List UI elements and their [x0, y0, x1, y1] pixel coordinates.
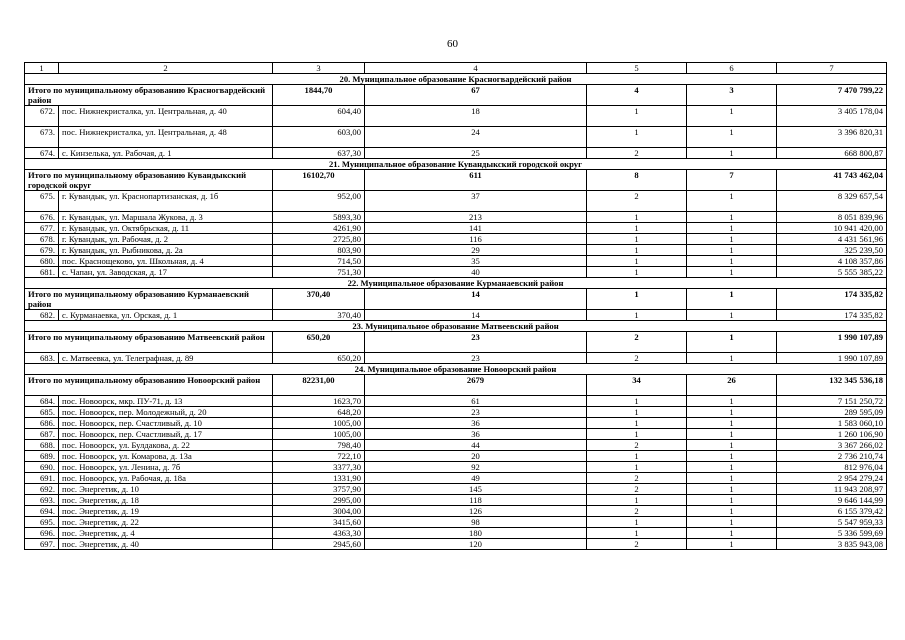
row-col5: 1 — [587, 212, 687, 223]
row-cost: 10 941 420,00 — [777, 223, 887, 234]
row-col5: 1 — [587, 462, 687, 473]
row-col5: 1 — [587, 223, 687, 234]
table-row — [25, 528, 887, 539]
row-col5: 1 — [587, 106, 687, 127]
table-row — [25, 407, 887, 418]
total-col5: 34 — [587, 375, 687, 396]
row-cost: 174 335,82 — [777, 310, 887, 321]
column-header: 1 — [25, 63, 59, 74]
row-number: 676. — [25, 212, 59, 223]
row-cost: 5 336 599,69 — [777, 528, 887, 539]
table-row — [25, 353, 887, 364]
row-area: 603,00 — [273, 127, 365, 148]
housing-table — [24, 62, 887, 550]
total-col6: 3 — [687, 85, 777, 106]
row-col6: 1 — [687, 473, 777, 484]
row-residents: 25 — [365, 148, 587, 159]
row-cost: 6 155 379,42 — [777, 506, 887, 517]
row-number: 677. — [25, 223, 59, 234]
row-area: 3415,60 — [273, 517, 365, 528]
total-label: Итого по муниципальному образованию Курманаевский район — [25, 289, 273, 310]
row-col5: 1 — [587, 234, 687, 245]
row-col6: 1 — [687, 148, 777, 159]
row-col5: 1 — [587, 256, 687, 267]
row-residents: 36 — [365, 418, 587, 429]
table-row — [25, 223, 887, 234]
row-cost: 812 976,04 — [777, 462, 887, 473]
row-address: с. Матвеевка, ул. Телеграфная, д. 89 — [59, 353, 273, 364]
row-number: 686. — [25, 418, 59, 429]
total-area: 82231,00 — [273, 375, 365, 396]
row-cost: 325 239,50 — [777, 245, 887, 256]
total-col5: 4 — [587, 85, 687, 106]
row-col6: 1 — [687, 106, 777, 127]
row-area: 2725,80 — [273, 234, 365, 245]
table-row — [25, 256, 887, 267]
table-row — [25, 191, 887, 212]
row-area: 4261,90 — [273, 223, 365, 234]
row-area: 798,40 — [273, 440, 365, 451]
row-number: 690. — [25, 462, 59, 473]
row-area: 5893,30 — [273, 212, 365, 223]
table-row — [25, 517, 887, 528]
row-cost: 8 051 839,96 — [777, 212, 887, 223]
total-residents: 67 — [365, 85, 587, 106]
section-title: 23. Муниципальное образование Матвеевский район — [25, 321, 887, 332]
row-address: с. Чапан, ул. Заводская, д. 17 — [59, 267, 273, 278]
section-heading-row — [25, 321, 887, 332]
row-residents: 49 — [365, 473, 587, 484]
row-number: 695. — [25, 517, 59, 528]
row-number: 697. — [25, 539, 59, 550]
row-area: 1331,90 — [273, 473, 365, 484]
total-row — [25, 85, 887, 106]
row-col6: 1 — [687, 407, 777, 418]
row-area: 637,30 — [273, 148, 365, 159]
row-cost: 4 431 561,96 — [777, 234, 887, 245]
table-row — [25, 127, 887, 148]
row-col5: 2 — [587, 191, 687, 212]
row-area: 370,40 — [273, 310, 365, 321]
row-area: 648,20 — [273, 407, 365, 418]
row-residents: 120 — [365, 539, 587, 550]
row-area: 3004,00 — [273, 506, 365, 517]
column-header: 5 — [587, 63, 687, 74]
table-row — [25, 539, 887, 550]
row-address: пос. Краснощеково, ул. Школьная, д. 4 — [59, 256, 273, 267]
row-cost: 8 329 657,54 — [777, 191, 887, 212]
row-col6: 1 — [687, 310, 777, 321]
table-row — [25, 396, 887, 407]
table-row — [25, 234, 887, 245]
row-address: пос. Новоорск, пер. Счастливый, д. 10 — [59, 418, 273, 429]
row-address: г. Кувандык, ул. Октябрьская, д. 11 — [59, 223, 273, 234]
row-number: 679. — [25, 245, 59, 256]
row-address: г. Кувандык, ул. Рабочая, д. 2 — [59, 234, 273, 245]
table-row — [25, 440, 887, 451]
table-body — [25, 63, 887, 550]
row-area: 803,90 — [273, 245, 365, 256]
row-address: пос. Энергетик, д. 18 — [59, 495, 273, 506]
row-address: пос. Энергетик, д. 22 — [59, 517, 273, 528]
row-cost: 3 405 178,04 — [777, 106, 887, 127]
total-label: Итого по муниципальному образованию Красногвардейский район — [25, 85, 273, 106]
row-residents: 29 — [365, 245, 587, 256]
row-cost: 5 555 385,22 — [777, 267, 887, 278]
row-cost: 11 943 208,97 — [777, 484, 887, 495]
row-number: 680. — [25, 256, 59, 267]
row-number: 683. — [25, 353, 59, 364]
row-number: 674. — [25, 148, 59, 159]
row-residents: 98 — [365, 517, 587, 528]
section-heading-row — [25, 74, 887, 85]
total-residents: 14 — [365, 289, 587, 310]
row-area: 1005,00 — [273, 418, 365, 429]
total-cost: 1 990 107,89 — [777, 332, 887, 353]
row-address: пос. Нижнекристалка, ул. Центральная, д. 48 — [59, 127, 273, 148]
table-row — [25, 212, 887, 223]
row-number: 672. — [25, 106, 59, 127]
row-col5: 1 — [587, 495, 687, 506]
row-address: пос. Новоорск, пер. Молодежный, д. 20 — [59, 407, 273, 418]
row-area: 4363,30 — [273, 528, 365, 539]
total-cost: 7 470 799,22 — [777, 85, 887, 106]
row-col5: 1 — [587, 429, 687, 440]
row-col5: 1 — [587, 310, 687, 321]
total-col6: 7 — [687, 170, 777, 191]
row-residents: 24 — [365, 127, 587, 148]
row-residents: 36 — [365, 429, 587, 440]
row-col6: 1 — [687, 517, 777, 528]
row-area: 714,50 — [273, 256, 365, 267]
row-col6: 1 — [687, 418, 777, 429]
row-address: пос. Энергетик, д. 19 — [59, 506, 273, 517]
row-residents: 18 — [365, 106, 587, 127]
section-title: 21. Муниципальное образование Кувандыкский городской округ — [25, 159, 887, 170]
row-col6: 1 — [687, 353, 777, 364]
row-col5: 1 — [587, 396, 687, 407]
table-row — [25, 418, 887, 429]
table-row — [25, 462, 887, 473]
row-area: 1005,00 — [273, 429, 365, 440]
row-col6: 1 — [687, 429, 777, 440]
total-col6: 1 — [687, 332, 777, 353]
row-residents: 35 — [365, 256, 587, 267]
row-residents: 213 — [365, 212, 587, 223]
row-col6: 1 — [687, 267, 777, 278]
total-cost: 174 335,82 — [777, 289, 887, 310]
row-cost: 1 990 107,89 — [777, 353, 887, 364]
row-area: 3377,30 — [273, 462, 365, 473]
row-number: 687. — [25, 429, 59, 440]
row-cost: 3 367 266,02 — [777, 440, 887, 451]
row-col5: 2 — [587, 473, 687, 484]
row-col6: 1 — [687, 528, 777, 539]
row-number: 689. — [25, 451, 59, 462]
row-area: 722,10 — [273, 451, 365, 462]
table-row — [25, 495, 887, 506]
row-col5: 1 — [587, 267, 687, 278]
row-residents: 23 — [365, 353, 587, 364]
row-number: 688. — [25, 440, 59, 451]
table-row — [25, 429, 887, 440]
row-cost: 4 108 357,86 — [777, 256, 887, 267]
table-row — [25, 484, 887, 495]
table-row — [25, 245, 887, 256]
total-col5: 8 — [587, 170, 687, 191]
total-residents: 2679 — [365, 375, 587, 396]
row-number: 691. — [25, 473, 59, 484]
row-residents: 23 — [365, 407, 587, 418]
row-col5: 1 — [587, 517, 687, 528]
row-cost: 7 151 250,72 — [777, 396, 887, 407]
row-col5: 2 — [587, 353, 687, 364]
row-address: пос. Энергетик, д. 10 — [59, 484, 273, 495]
total-col5: 2 — [587, 332, 687, 353]
row-cost: 289 595,09 — [777, 407, 887, 418]
row-cost: 9 646 144,99 — [777, 495, 887, 506]
table-row — [25, 148, 887, 159]
section-title: 22. Муниципальное образование Курманаевский район — [25, 278, 887, 289]
row-cost: 3 835 943,08 — [777, 539, 887, 550]
row-cost: 1 583 060,10 — [777, 418, 887, 429]
row-address: г. Кувандык, ул. Маршала Жукова, д. 3 — [59, 212, 273, 223]
row-residents: 126 — [365, 506, 587, 517]
total-area: 650,20 — [273, 332, 365, 353]
row-col5: 1 — [587, 418, 687, 429]
row-cost: 5 547 959,33 — [777, 517, 887, 528]
row-number: 692. — [25, 484, 59, 495]
column-header: 4 — [365, 63, 587, 74]
row-address: г. Кувандык, ул. Рыбникова, д. 2а — [59, 245, 273, 256]
total-residents: 23 — [365, 332, 587, 353]
row-col6: 1 — [687, 127, 777, 148]
row-col6: 1 — [687, 506, 777, 517]
row-residents: 14 — [365, 310, 587, 321]
row-cost: 1 260 106,90 — [777, 429, 887, 440]
row-number: 681. — [25, 267, 59, 278]
column-header-row — [25, 63, 887, 74]
total-row — [25, 170, 887, 191]
total-col5: 1 — [587, 289, 687, 310]
row-col5: 1 — [587, 407, 687, 418]
row-cost: 2 954 279,24 — [777, 473, 887, 484]
row-residents: 44 — [365, 440, 587, 451]
row-area: 952,00 — [273, 191, 365, 212]
row-col6: 1 — [687, 495, 777, 506]
table-row — [25, 310, 887, 321]
row-col6: 1 — [687, 440, 777, 451]
row-address: пос. Нижнекристалка, ул. Центральная, д. 40 — [59, 106, 273, 127]
total-cost: 41 743 462,04 — [777, 170, 887, 191]
total-col6: 26 — [687, 375, 777, 396]
row-cost: 668 800,87 — [777, 148, 887, 159]
row-area: 3757,90 — [273, 484, 365, 495]
section-title: 24. Муниципальное образование Новоорский район — [25, 364, 887, 375]
row-address: пос. Новоорск, ул. Комарова, д. 13а — [59, 451, 273, 462]
row-col6: 1 — [687, 462, 777, 473]
total-row — [25, 332, 887, 353]
row-col5: 2 — [587, 539, 687, 550]
row-residents: 61 — [365, 396, 587, 407]
row-number: 678. — [25, 234, 59, 245]
row-address: пос. Новоорск, ул. Ленина, д. 7б — [59, 462, 273, 473]
row-col5: 1 — [587, 528, 687, 539]
row-col5: 1 — [587, 451, 687, 462]
total-row — [25, 289, 887, 310]
row-residents: 20 — [365, 451, 587, 462]
column-header: 2 — [59, 63, 273, 74]
row-residents: 118 — [365, 495, 587, 506]
section-heading-row — [25, 278, 887, 289]
row-address: с. Кинзелька, ул. Рабочая, д. 1 — [59, 148, 273, 159]
row-address: пос. Новоорск, ул. Булдакова, д. 22 — [59, 440, 273, 451]
total-area: 1844,70 — [273, 85, 365, 106]
row-col5: 2 — [587, 506, 687, 517]
row-residents: 92 — [365, 462, 587, 473]
row-number: 696. — [25, 528, 59, 539]
row-area: 2995,00 — [273, 495, 365, 506]
row-col6: 1 — [687, 451, 777, 462]
row-residents: 145 — [365, 484, 587, 495]
row-col6: 1 — [687, 212, 777, 223]
row-col6: 1 — [687, 234, 777, 245]
row-area: 650,20 — [273, 353, 365, 364]
row-number: 675. — [25, 191, 59, 212]
row-cost: 2 736 210,74 — [777, 451, 887, 462]
row-col6: 1 — [687, 539, 777, 550]
row-residents: 116 — [365, 234, 587, 245]
column-header: 7 — [777, 63, 887, 74]
row-col6: 1 — [687, 256, 777, 267]
row-col6: 1 — [687, 245, 777, 256]
row-address: г. Кувандык, ул. Краснопартизанская, д. 1б — [59, 191, 273, 212]
row-number: 693. — [25, 495, 59, 506]
row-col6: 1 — [687, 396, 777, 407]
total-col6: 1 — [687, 289, 777, 310]
row-col5: 2 — [587, 148, 687, 159]
row-col5: 2 — [587, 484, 687, 495]
row-col6: 1 — [687, 223, 777, 234]
total-area: 16102,70 — [273, 170, 365, 191]
row-residents: 37 — [365, 191, 587, 212]
section-heading-row — [25, 364, 887, 375]
row-address: пос. Новоорск, мкр. ПУ-71, д. 13 — [59, 396, 273, 407]
row-number: 694. — [25, 506, 59, 517]
row-residents: 141 — [365, 223, 587, 234]
section-title: 20. Муниципальное образование Красногвардейский район — [25, 74, 887, 85]
row-number: 673. — [25, 127, 59, 148]
table-row — [25, 106, 887, 127]
total-row — [25, 375, 887, 396]
table-row — [25, 267, 887, 278]
row-address: пос. Энергетик, д. 40 — [59, 539, 273, 550]
column-header: 3 — [273, 63, 365, 74]
row-area: 604,40 — [273, 106, 365, 127]
row-col5: 1 — [587, 127, 687, 148]
row-number: 685. — [25, 407, 59, 418]
row-number: 682. — [25, 310, 59, 321]
row-cost: 3 396 820,31 — [777, 127, 887, 148]
total-area: 370,40 — [273, 289, 365, 310]
table-row — [25, 473, 887, 484]
row-number: 684. — [25, 396, 59, 407]
column-header: 6 — [687, 63, 777, 74]
row-col6: 1 — [687, 191, 777, 212]
row-col5: 2 — [587, 440, 687, 451]
total-label: Итого по муниципальному образованию Новоорский район — [25, 375, 273, 396]
row-area: 2945,60 — [273, 539, 365, 550]
page-number: 60 — [447, 38, 458, 50]
total-cost: 132 345 536,18 — [777, 375, 887, 396]
row-col5: 1 — [587, 245, 687, 256]
total-label: Итого по муниципальному образованию Матвеевский район — [25, 332, 273, 353]
table-row — [25, 451, 887, 462]
row-address: пос. Новоорск, ул. Рабочая, д. 18а — [59, 473, 273, 484]
row-area: 1623,70 — [273, 396, 365, 407]
row-residents: 180 — [365, 528, 587, 539]
row-address: пос. Новоорск, пер. Счастливый, д. 17 — [59, 429, 273, 440]
total-residents: 611 — [365, 170, 587, 191]
section-heading-row — [25, 159, 887, 170]
row-col6: 1 — [687, 484, 777, 495]
table-row — [25, 506, 887, 517]
row-area: 751,30 — [273, 267, 365, 278]
row-residents: 40 — [365, 267, 587, 278]
row-address: с. Курманаевка, ул. Орская, д. 1 — [59, 310, 273, 321]
total-label: Итого по муниципальному образованию Кувандыкский городской округ — [25, 170, 273, 191]
row-address: пос. Энергетик, д. 4 — [59, 528, 273, 539]
